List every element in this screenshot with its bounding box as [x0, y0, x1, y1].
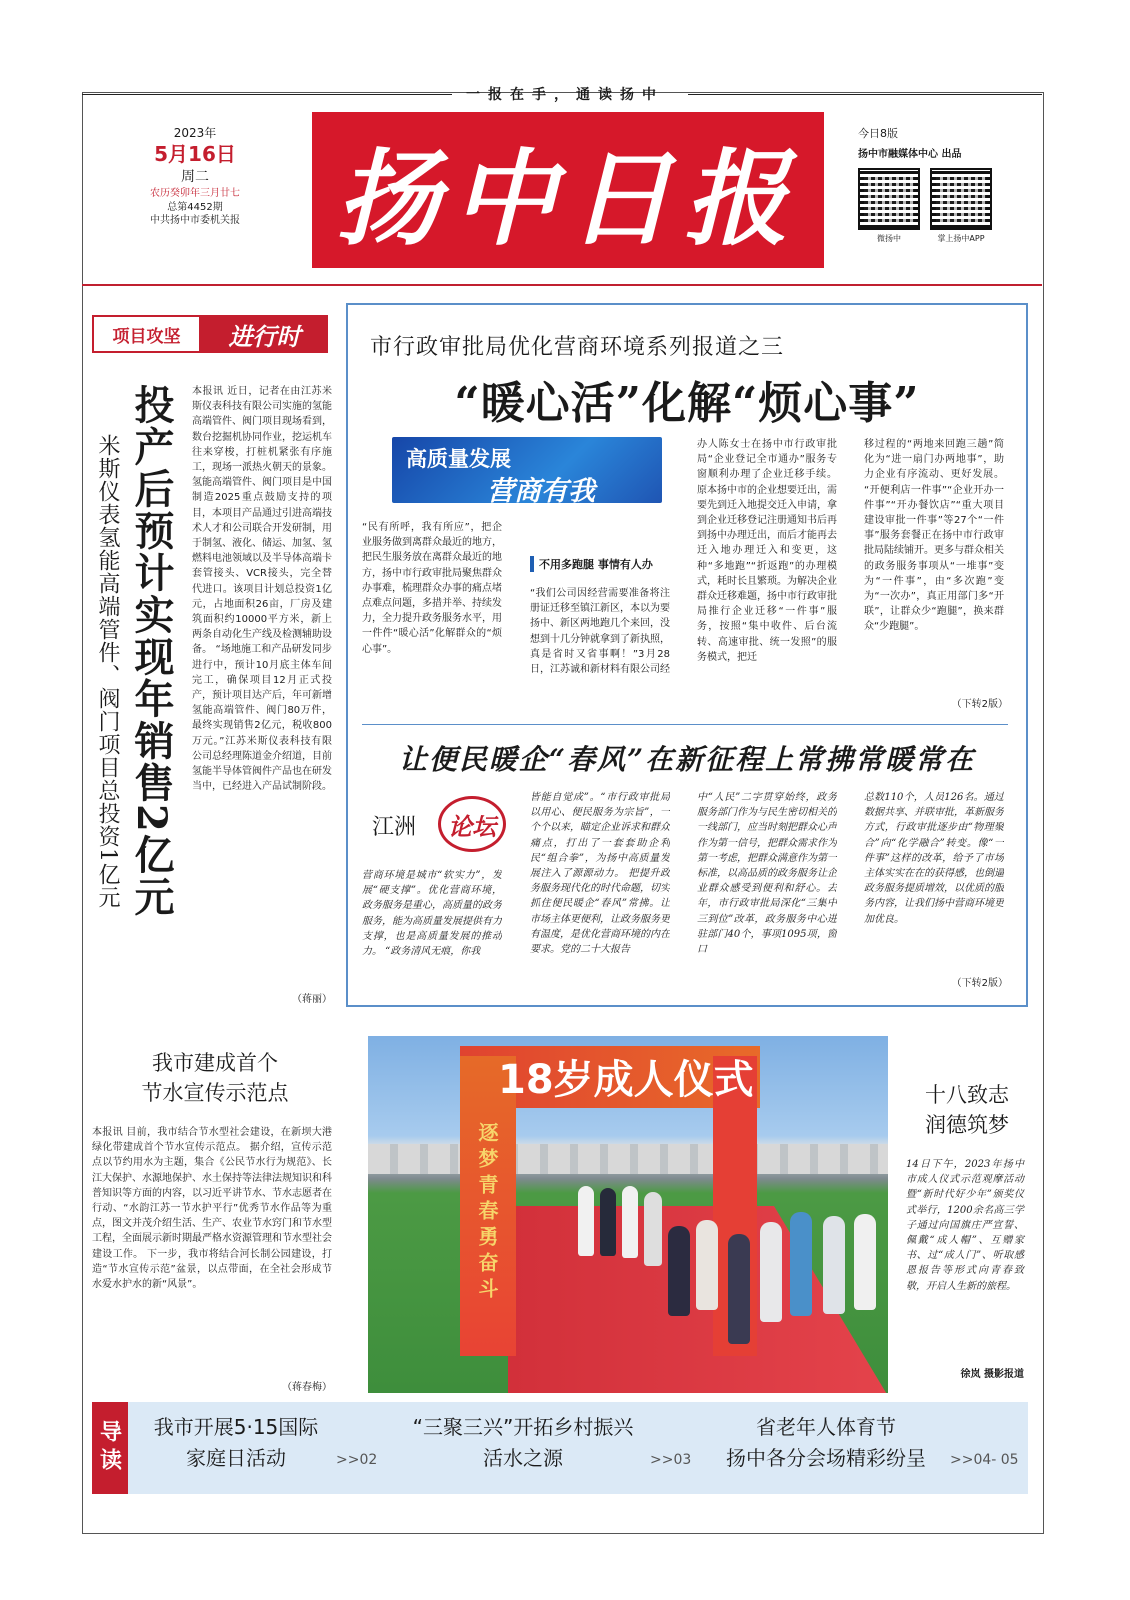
water-headline-line-1: 我市建成首个 [152, 1051, 278, 1075]
guide-item-line-1: 我市开展5·15国际 [153, 1415, 319, 1439]
person-figure [600, 1188, 616, 1256]
guide-item-1[interactable] [136, 1412, 336, 1474]
feature-headline[interactable]: “暖心活”化解“烦心事” [454, 378, 920, 429]
feature-col-2: “我们公司因经营需要准备将注册证迁移至镇江新区，本以为要扬中、新区两地跑几个来回，没想到十几分钟就拿到了新执照，真是省时又省事啊！”3月28日，江苏诚和新材料有限公司经 [530, 588, 670, 676]
qr-code-icon [858, 168, 920, 230]
weekday: 周二 [181, 169, 209, 186]
date-block [110, 125, 280, 228]
divider [362, 724, 1008, 725]
person-figure [668, 1226, 690, 1316]
header-right [858, 125, 1008, 244]
water-story-credit: （蒋春梅） [282, 1382, 332, 1393]
issue-number: 总第4452期 [167, 201, 223, 213]
left-story-credit: （蒋丽） [292, 994, 332, 1005]
guide-item-3[interactable] [706, 1412, 946, 1474]
lunar-date: 农历癸卯年三月廿七 [150, 188, 240, 200]
photo-headline[interactable] [912, 1080, 1022, 1140]
forum-logo-text: 江洲 [372, 815, 417, 840]
guide-item-line-2: 家庭日活动 [186, 1446, 286, 1470]
photo-credit: 徐岚 摄影报道 [960, 1369, 1024, 1380]
forum-logo-badge: 论坛 [438, 796, 506, 852]
pages-today: 今日8版 [858, 127, 898, 140]
feature-col-4: 移过程的“两地来回跑三趟”简化为“进一扇门办两地事”，助力企业有序流动、更好发展。 “开便利店一件事”“企业开办一件事”“开办餐饮店”“重大项目建设审批一件事”等27个“一件事”服务套餐正在扬中市行政审批局陆续铺开。更多与群众相关的政务服务事项从“一堆事”变为“一件事”，由“多次跑”变为“一次办”，真正用部门多“开联”，让群众少“跑腿”，换来群众“少跑腿”。 [864, 439, 1004, 633]
stadium-stands [368, 1144, 888, 1174]
arch-vertical-text: 逐梦青春勇奋斗 [475, 1122, 499, 1304]
feature-subhead: 不用多跑腿 事情有人办 [530, 556, 679, 572]
feature-continued[interactable]: （下转2版） [951, 699, 1008, 710]
person-figure [622, 1186, 638, 1258]
person-figure [644, 1192, 662, 1266]
guide-item-line-1: “三聚三兴”开拓乡村振兴 [412, 1415, 634, 1439]
forum-logo [372, 796, 512, 856]
person-figure [790, 1212, 812, 1316]
person-figure [696, 1220, 718, 1310]
feature-col-3: 办人陈女士在扬中市行政审批局“企业登记全市通办”服务专窗顺利办理了企业迁移手续。 原本扬中市的企业想要迁出，需要先到迁入地提交迁入申请，拿到企业迁移登记注册通知书后再到扬中办理迁出，而后才能再去迁入地办理迁入和变更，这种“多地跑”“折返跑”的办理模式，耗时长且繁琐。为解决企业群众迁移难题，扬中市行政审批局推行企业迁移“一件事”服务，按照“集中收件、后台流转、高速审批、统一发照”的服务模式，把迁 [697, 439, 837, 663]
guide-tag: 导读 [92, 1402, 128, 1494]
person-figure [760, 1222, 782, 1322]
slogan: 一报在手，通读扬中 [466, 87, 664, 103]
masthead [312, 112, 824, 268]
person-figure [854, 1214, 876, 1310]
arch-text: 18岁成人仪式 [498, 1057, 754, 1103]
editorial-col-4: 总数110个，人员126名。通过数据共享、并联审批，革新服务方式，行政审批逐步由“物理聚合”向“化学融合”转变。像“一件事”这样的改革，给予了市场主体实实在在的获得感，也倒逼政务服务提质增效，以优质的服务内容，让我们扬中营商环境更加优良。 [864, 792, 1004, 925]
editorial-col-2: 皆能自觉成”。“市行政审批局以用心、便民服务为宗旨”，一个个以来，瞄定企业诉求和群众痛点，打出了一套套助企利民“组合拳”，为扬中高质量发展注入了源源动力。 把提升政务服务现代化的时代命题，切实抓住便民暖企“春风”常拂。让市场主体更便利，让政务服务更有温度，是优化营商环境的内在要求。党的二十大报告 [530, 792, 670, 956]
left-headline[interactable]: 投产后预计实现年销售2亿元 [128, 384, 175, 918]
guide-item-line-1: 省老年人体育节 [756, 1415, 896, 1439]
ceremony-photo [368, 1036, 888, 1393]
date: 5月16日 [154, 142, 236, 167]
series-title: 市行政审批局优化营商环境系列报道之三 [370, 335, 785, 360]
guide-item-line-2: 扬中各分会场精彩纷呈 [726, 1446, 926, 1470]
project-banner [92, 315, 328, 353]
editorial-continued[interactable]: （下转2版） [951, 978, 1008, 989]
water-headline[interactable] [100, 1048, 330, 1108]
left-subheadline: 米斯仪表氢能高端管件、阀门项目总投资1亿元 [95, 434, 120, 909]
editorial-col-3: 中“人民”二字贯穿始终，政务服务部门作为与民生密切相关的一线部门，应当时刻把群众心声作为第一信号，把群众需求作为第一考虑，把群众满意作为第一标准，以高品质的政务服务让企业群众感受到便利和舒心。去年，市行政审批局深化“三集中三到位”改革，政务服务中心进驻部门40个，事项1095项，窗口 [697, 792, 837, 956]
header-divider [82, 284, 1042, 286]
guide-page-link[interactable]: >>02 [336, 1452, 378, 1468]
photo-caption: 14日下午，2023年扬中市成人仪式示范观摩活动暨“新时代好少年”颁奖仪式举行，1200余名高三学子通过向国旗庄严宣誓、佩戴“成人帽”、互赠家书、过“成人门”、听取感恩报告等形式向青春致敬，开启人生新的旅程。 [906, 1159, 1024, 1292]
banner-top-text: 高质量发展 [406, 447, 511, 471]
qr-label: 微扬中 [877, 234, 901, 243]
guide-page-link[interactable]: >>04- 05 [950, 1452, 1019, 1468]
qr-label: 掌上扬中APP [937, 234, 985, 243]
project-banner-label: 项目攻坚 [92, 315, 201, 353]
person-figure [728, 1234, 750, 1344]
guide-item-2[interactable] [388, 1412, 658, 1474]
editorial-col-1: 营商环境是城市“软实力”，发展“硬支撑”。优化营商环境，政务服务是重心，高质量的政务服务，能为高质量发展提供有力支撑，也是高质量发展的推动力。 “政务清风无痕，你我 [362, 870, 502, 958]
qr-code-icon [930, 168, 992, 230]
quality-banner [392, 437, 662, 507]
photo-headline-line-2: 润德筑梦 [925, 1113, 1009, 1137]
person-figure [823, 1216, 845, 1314]
publisher: 中共扬中市委机关报 [150, 215, 240, 227]
year: 2023年 [173, 126, 217, 140]
water-headline-line-2: 节水宣传示范点 [141, 1081, 289, 1105]
banner-bottom-text: 营商有我 [487, 476, 595, 507]
editorial-headline[interactable]: 让便民暖企“春风”在新征程上常拂常暖常在 [398, 743, 976, 776]
water-story-body: 本报讯 目前，我市结合节水型社会建设，在新坝大港绿化带建成首个节水宣传示范点。 据介绍，宣传示范点以节约用水为主题，集合《公民节水行为规范》、长江大保护、水源地保护、水土保持等法律法规知识和科普知识等方面的内容，以习近平讲节水、节水志愿者在行动、“水韵江苏一节水护平行”优秀节水作品等为重点，图文并茂介绍生活、生产、农业节水窍门和节水型工程，全面展示新时期最严格水资源管理和节水型社会建设工作。 下一步，我市将结合河长制公园建设，打造“节水宣传示范”盆景，以点带面，在全社会形成节水爱水护水的新“风景”。 [92, 1127, 332, 1291]
person-figure [578, 1186, 594, 1256]
feature-col-1: “民有所呼，我有所应”，把企业服务做到离群众最近的地方，把民生服务放在离群众最近的地方，扬中市行政审批局聚焦群众办事难，梳理群众办事的痛点堵点难点问题，多措并举、持续发力，全力提升政务服务水平，用一件件“暖心活”化解群众的“烦心事”。 [362, 522, 502, 655]
producer: 扬中市融媒体中心 出品 [858, 149, 962, 160]
guide-page-link[interactable]: >>03 [650, 1452, 692, 1468]
guide-item-line-2: 活水之源 [483, 1446, 563, 1470]
project-banner-highlight: 进行时 [201, 315, 328, 353]
photo-headline-line-1: 十八致志 [925, 1083, 1009, 1107]
masthead-title: 扬中日报 [335, 137, 800, 260]
left-story-body: 本报讯 近日，记者在由江苏米斯仪表科技有限公司实施的氢能高端管件、阀门项目现场看到，数台挖掘机协同作业，挖运机车往来穿梭，打桩机紧张有序施工，现场一派热火朝天的景象。 氢能高端管件、阀门项目是中国制造2025重点鼓励支持的项目，本项目产品通过引进高端技术人才和公司联合开发研制，用于制氢、液化、储运、加氢、氢燃料电池领域以及半导体高端卡套管接头、VCR接头，完全替代进口。该项目计划总投资1亿元，占地面积26亩，厂房及建筑面积约10000平方米，新上两条自动化生产线及检测辅助设备。 “场地施工和产品研发同步进行中，预计10月底主体车间完工，确保项目12月正式投产，预计项目达产后，年可新增氢能高端管件、阀门80万件，最终实现销售2亿元，税收800万元。”江苏米斯仪表科技有限公司总经理陈道金介绍道，目前氢能半导体管阀件产品也在研发当中，已经进入产品试制阶段。 [192, 386, 332, 793]
